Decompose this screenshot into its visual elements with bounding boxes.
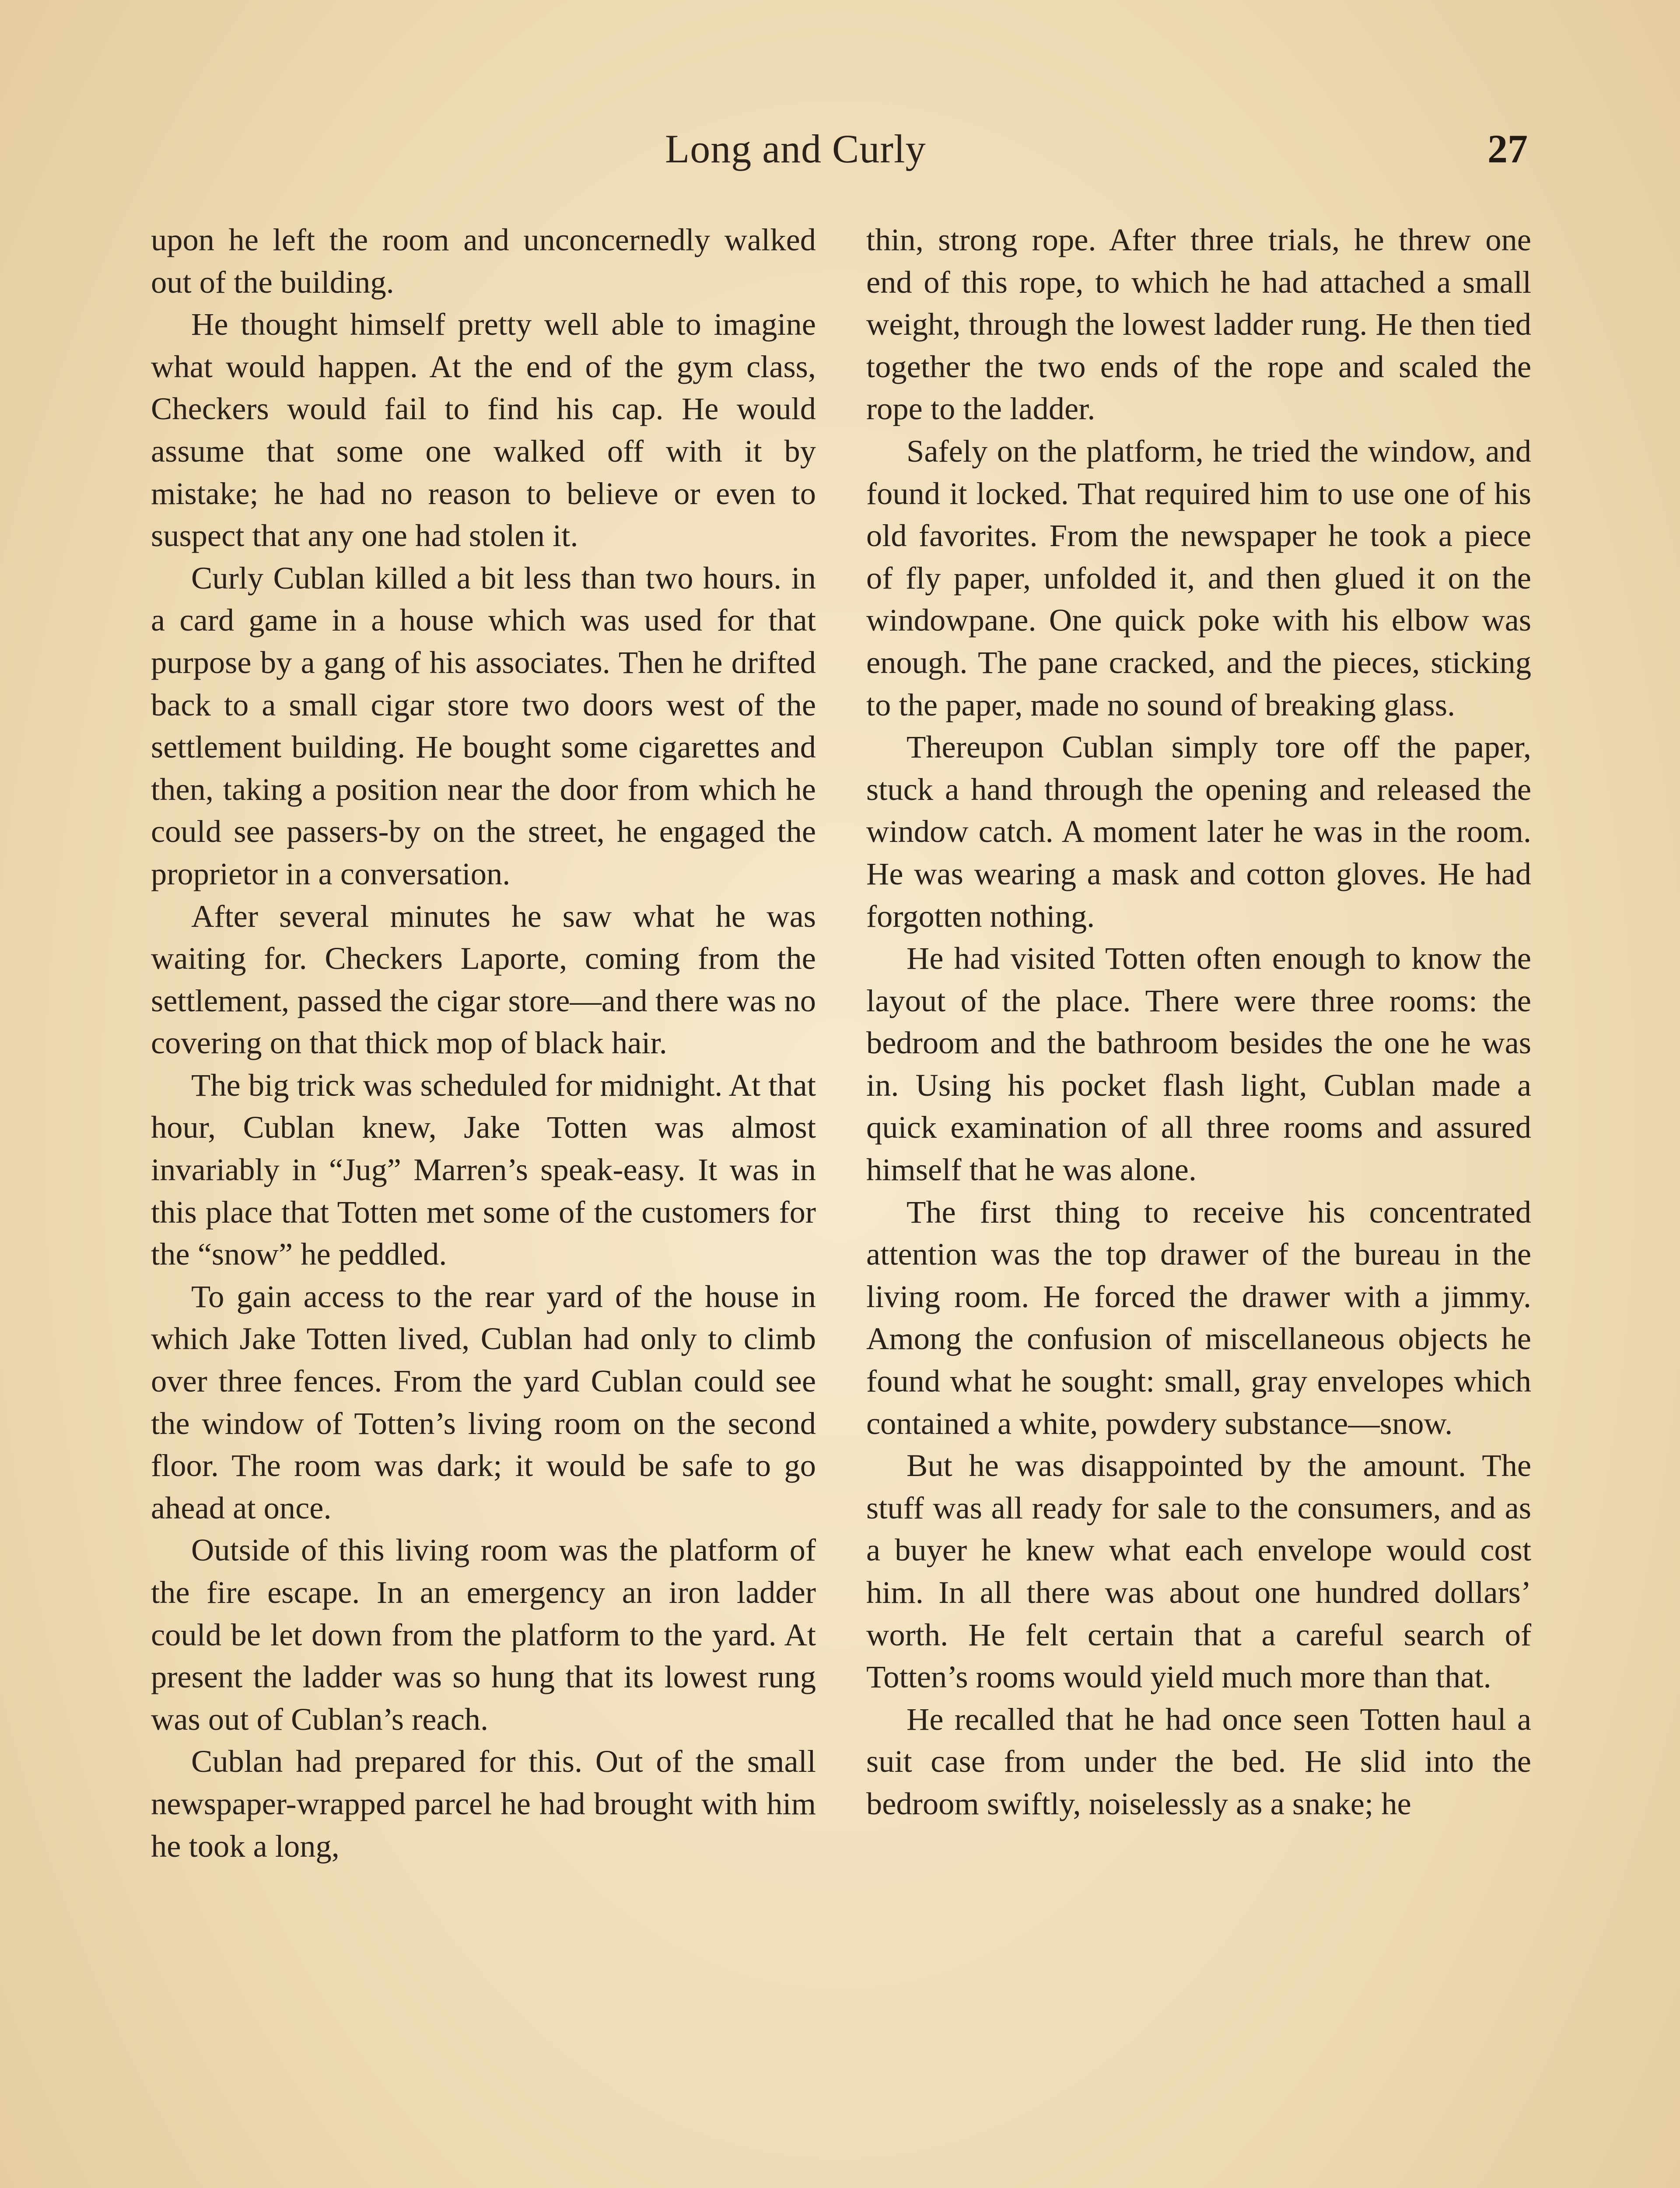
paragraph: The first thing to receive his concentrated attention was the top drawer of the bureau in the living room. He forced the drawer with a jimmy. Among the confusion of miscellaneous objects he found what he sought: small, gray envelopes which contained a white, powdery substance—snow. — [866, 1194, 1531, 1441]
text-column-left — [151, 219, 816, 1867]
paragraph: To gain access to the rear yard of the house in which Jake Totten lived, Cublan had only to climb over three fences. From the yard Cublan could see the window of Totten’s living room on the second floor. The room was dark; it would be safe to go ahead at once. — [151, 1278, 816, 1525]
paragraph: But he was disappointed by the amount. The stuff was all ready for sale to the consumers, and as a buyer he knew what each envelope would cost him. In all there was about one hundred dollars’ worth. He felt certain that a careful search of Totten’s rooms would yield much more than that. — [866, 1448, 1531, 1695]
paragraph: Thereupon Cublan simply tore off the paper, stuck a hand through the opening and released the window catch. A moment later he was in the room. He was wearing a mask and cotton gloves. He had forgotten nothing. — [866, 729, 1531, 934]
running-title: Long and Curly — [665, 126, 926, 171]
page-number: 27 — [1488, 126, 1528, 171]
paragraph: thin, strong rope. After three trials, he threw one end of this rope, to which he had attached a small weight, through the lowest ladder rung. He then tied together the two ends of the rope and scaled the rope to the ladder. — [866, 222, 1531, 427]
paragraph: Cublan had prepared for this. Out of the small newspaper-wrapped parcel he had brought with him he took a long, — [151, 1743, 816, 1864]
paragraph: The big trick was scheduled for midnight. At that hour, Cublan knew, Jake Totten was almost invariably in “Jug” Marren’s speak-easy. It was in this place that Totten met some of the customers for the “snow” he peddled. — [151, 1067, 816, 1272]
paragraph: He recalled that he had once seen Totten haul a suit case from under the bed. He slid into the bedroom swiftly, noiselessly as a snake; he — [866, 1701, 1531, 1821]
paragraph: Outside of this living room was the platform of the fire escape. In an emergency an iron ladder could be let down from the platform to the yard. At present the ladder was so hung that its lowest rung was out of Cublan’s reach. — [151, 1532, 816, 1737]
text-column-right — [866, 219, 1531, 1825]
paragraph: Safely on the platform, he tried the window, and found it locked. That required him to use one of his old favorites. From the newspaper he took a piece of fly paper, unfolded it, and then glued it on the windowpane. One quick poke with his elbow was enough. The pane cracked, and the pieces, sticking to the paper, made no sound of breaking glass. — [866, 433, 1531, 722]
paragraph: He had visited Totten often enough to know the layout of the place. There were three rooms: the bedroom and the bathroom besides the one he was in. Using his pocket flash light, Cublan made a quick examination of all three rooms and assured himself that he was alone. — [866, 940, 1531, 1188]
paragraph: Curly Cublan killed a bit less than two hours. in a card game in a house which was used for that purpose by a gang of his associates. Then he drifted back to a small cigar store two doors west of the settlement building. He bought some cigarettes and then, taking a position near the door from which he could see passers-by on the street, he engaged the proprietor in a conversation. — [151, 560, 816, 891]
paragraph: After several minutes he saw what he was waiting for. Checkers Laporte, coming from the settlement, passed the cigar store—and there was no covering on that thick mop of black hair. — [151, 898, 816, 1061]
paragraph: He thought himself pretty well able to imagine what would happen. At the end of the gym class, Checkers would fail to find his cap. He would assume that some one walked off with it by mistake; he had no reason to believe or even to suspect that any one had stolen it. — [151, 306, 816, 554]
paragraph: upon he left the room and unconcernedly walked out of the building. — [151, 222, 816, 300]
